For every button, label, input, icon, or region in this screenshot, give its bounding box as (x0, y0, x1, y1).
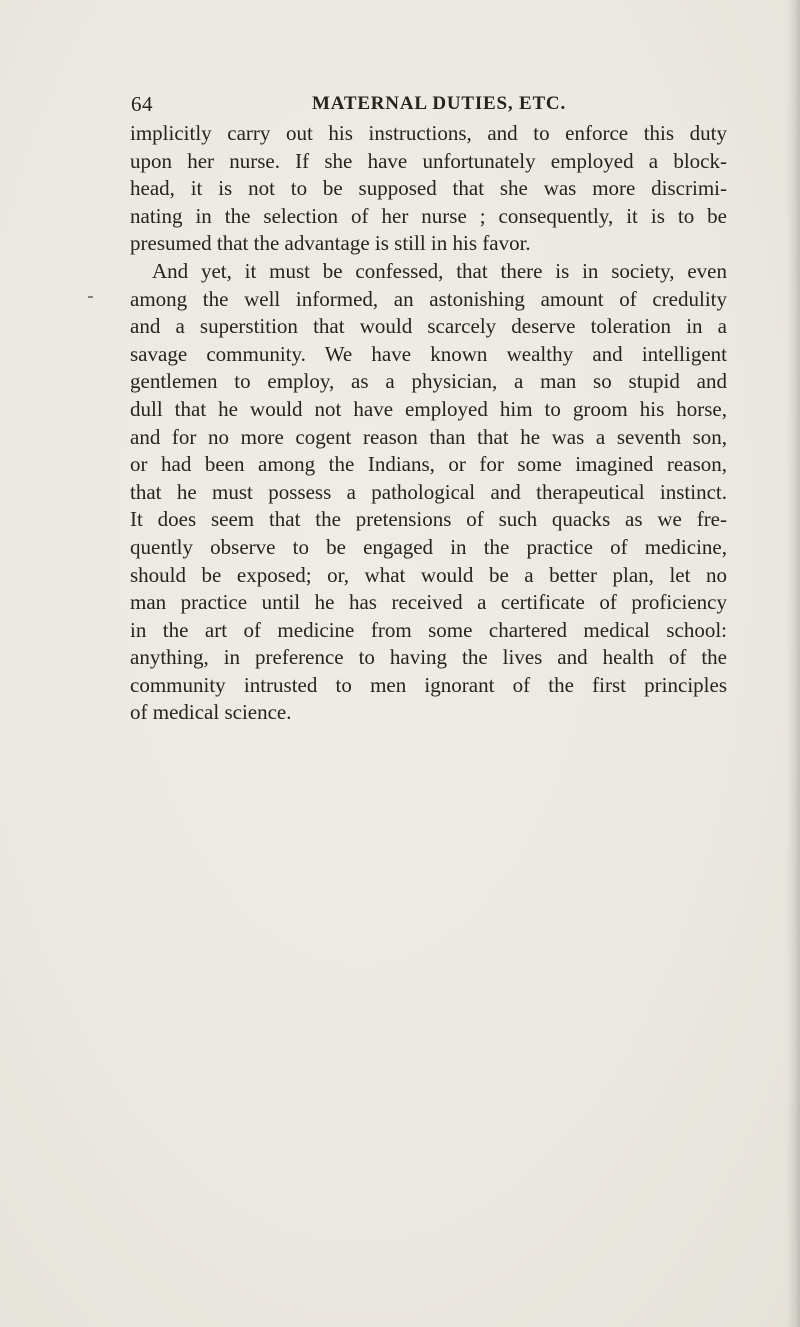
page-number: 64 (131, 92, 153, 116)
text-line: or had been among the Indians, or for some imagined reason, (130, 452, 727, 477)
text-line: that he must possess a pathological and therapeutical instinct. (130, 479, 727, 504)
text-line: It does seem that the pretensions of such quacks as we fre- (130, 507, 727, 532)
text-line: community intrusted to men ignorant of the first principles (130, 672, 727, 697)
text-line: quently observe to be engaged in the practice of medicine, (130, 534, 727, 559)
text-line: savage community. We have known wealthy and intelligent (130, 341, 727, 366)
text-line: nating in the selection of her nurse ; consequently, it is to be (130, 203, 727, 228)
text-line: anything, in preference to having the lives and health of the (130, 645, 727, 670)
text-line: in the art of medicine from some chartered medical school: (130, 617, 727, 642)
text-line: and for no more cogent reason than that he was a seventh son, (130, 424, 727, 449)
margin-mark (88, 296, 93, 298)
text-line: should be exposed; or, what would be a better plan, let no (130, 562, 727, 587)
text-line: And yet, it must be confessed, that there is in society, even (152, 258, 727, 283)
text-line: and a superstition that would scarcely deserve toleration in a (130, 314, 727, 339)
text-line: of medical science. (130, 700, 292, 725)
text-line: among the well informed, an astonishing amount of credulity (130, 286, 727, 311)
running-head (127, 92, 727, 122)
text-line: upon her nurse. If she have unfortunately employed a block- (130, 148, 727, 173)
text-line: dull that he would not have employed him to groom his horse, (130, 396, 727, 421)
text-line: man practice until he has received a certificate of proficiency (130, 590, 727, 615)
text-line: implicitly carry out his instructions, and to enforce this duty (130, 121, 727, 145)
text-line: gentlemen to employ, as a physician, a man so stupid and (130, 369, 727, 394)
body-text (130, 120, 727, 727)
text-line: head, it is not to be supposed that she was more discrimi- (130, 176, 727, 201)
text-line: presumed that the advantage is still in his favor. (130, 231, 531, 256)
page-edge-shadow (786, 0, 800, 1327)
running-head-title: MATERNAL DUTIES, ETC. (312, 93, 566, 114)
